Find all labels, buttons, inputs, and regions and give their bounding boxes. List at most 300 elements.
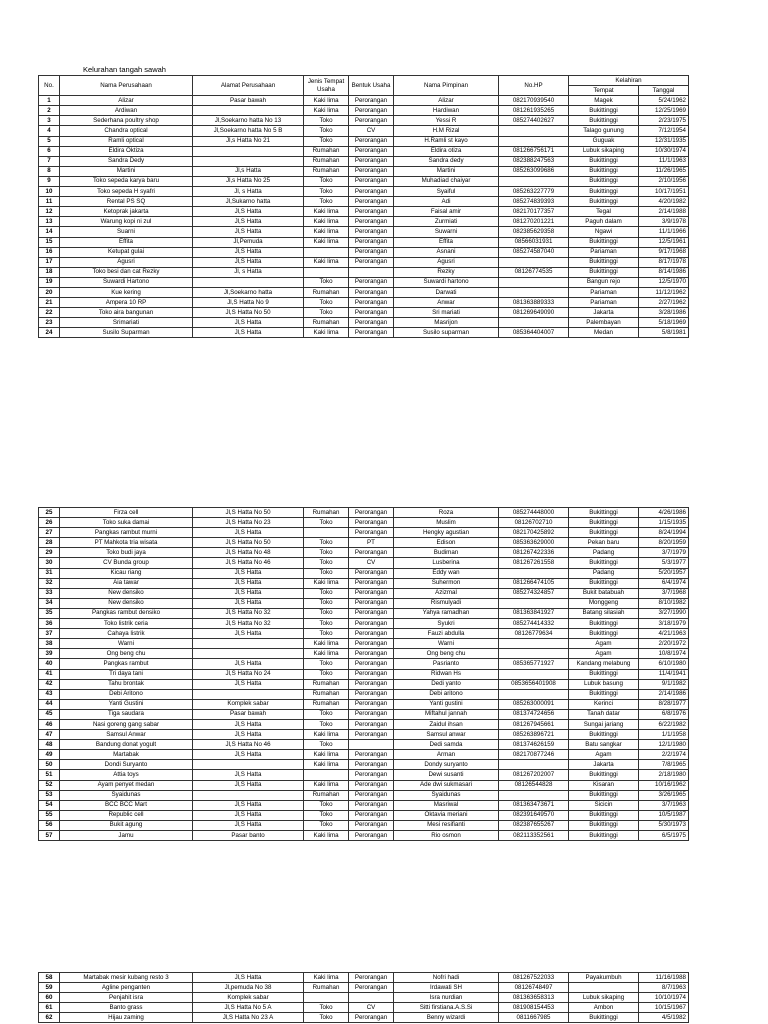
cell-nama-perusahaan: Kue kering bbox=[60, 287, 193, 297]
cell-tempat: Padang bbox=[569, 548, 639, 558]
cell-nama-perusahaan: Srimariati bbox=[60, 318, 193, 328]
cell-hp bbox=[499, 277, 569, 287]
business-table-3 bbox=[38, 972, 689, 1023]
cell-bentuk: Perorangan bbox=[349, 96, 394, 106]
cell-hp bbox=[499, 136, 569, 146]
cell-jenis: Toko bbox=[304, 709, 349, 719]
cell-pimpinan: Zurmiati bbox=[394, 217, 499, 227]
cell-tempat: Pariaman bbox=[569, 287, 639, 297]
header-alamat: Alamat Perusahaan bbox=[193, 76, 304, 96]
cell-jenis: Toko bbox=[304, 136, 349, 146]
table-row bbox=[39, 608, 689, 618]
cell-pimpinan: Rezky bbox=[394, 267, 499, 277]
cell-nama-perusahaan: Warung kopi ni zul bbox=[60, 217, 193, 227]
cell-bentuk: Perorangan bbox=[349, 770, 394, 780]
table-row bbox=[39, 831, 689, 841]
cell-pimpinan: Dewi susanti bbox=[394, 770, 499, 780]
cell-bentuk: PT bbox=[349, 538, 394, 548]
cell-pimpinan: Dedi yanto bbox=[394, 679, 499, 689]
table-row bbox=[39, 308, 689, 318]
cell-hp: 082170939540 bbox=[499, 96, 569, 106]
cell-tanggal: 3/18/1979 bbox=[639, 619, 689, 629]
table-row bbox=[39, 578, 689, 588]
cell-nama-perusahaan: Banto grass bbox=[60, 1003, 193, 1013]
cell-jenis: Kaki lima bbox=[304, 639, 349, 649]
cell-tanggal: 10/16/1962 bbox=[639, 780, 689, 790]
cell-tempat: Bukittinggi bbox=[569, 166, 639, 176]
cell-jenis: Rumahan bbox=[304, 679, 349, 689]
cell-no: 42 bbox=[39, 679, 60, 689]
cell-nama-perusahaan: Agline penganten bbox=[60, 983, 193, 993]
cell-alamat: Jl,S Hatta bbox=[193, 568, 304, 578]
table-row bbox=[39, 760, 689, 770]
cell-tanggal: 9/17/1968 bbox=[639, 247, 689, 257]
cell-pimpinan: Lusberina bbox=[394, 558, 499, 568]
table-row bbox=[39, 227, 689, 237]
cell-no: 41 bbox=[39, 669, 60, 679]
cell-bentuk bbox=[349, 267, 394, 277]
cell-hp: 085274324857 bbox=[499, 588, 569, 598]
cell-no: 35 bbox=[39, 608, 60, 618]
cell-hp: 085365771927 bbox=[499, 659, 569, 669]
cell-tanggal: 2/18/1980 bbox=[639, 770, 689, 780]
cell-no: 10 bbox=[39, 187, 60, 197]
cell-pimpinan: Suwarni bbox=[394, 227, 499, 237]
cell-hp: 081266756171 bbox=[499, 146, 569, 156]
cell-tempat: Bangun rejo bbox=[569, 277, 639, 287]
cell-pimpinan: Sri mariati bbox=[394, 308, 499, 318]
cell-nama-perusahaan: Toko sepeda karya baru bbox=[60, 176, 193, 186]
table-row bbox=[39, 328, 689, 338]
cell-nama-perusahaan: Debi Aritono bbox=[60, 689, 193, 699]
cell-bentuk: Perorangan bbox=[349, 669, 394, 679]
cell-bentuk: Perorangan bbox=[349, 298, 394, 308]
cell-jenis: Kaki lima bbox=[304, 257, 349, 267]
cell-tempat: Bukittinggi bbox=[569, 730, 639, 740]
cell-pimpinan: Alizar bbox=[394, 96, 499, 106]
cell-tanggal: 2/27/1962 bbox=[639, 298, 689, 308]
cell-nama-perusahaan: Toko suka damai bbox=[60, 518, 193, 528]
cell-pimpinan: Roza bbox=[394, 508, 499, 518]
cell-no: 9 bbox=[39, 176, 60, 186]
cell-tanggal: 1/1/1958 bbox=[639, 730, 689, 740]
cell-bentuk: Perorangan bbox=[349, 237, 394, 247]
cell-no: 25 bbox=[39, 508, 60, 518]
cell-tempat: Bukittinggi bbox=[569, 558, 639, 568]
cell-bentuk: Perorangan bbox=[349, 689, 394, 699]
cell-tempat: Kerinci bbox=[569, 699, 639, 709]
cell-nama-perusahaan: Suarni bbox=[60, 227, 193, 237]
cell-tanggal: 3/7/1968 bbox=[639, 588, 689, 598]
cell-alamat bbox=[193, 277, 304, 287]
cell-alamat: Jl,S Hatta No 23 bbox=[193, 518, 304, 528]
cell-tempat: Agam bbox=[569, 649, 639, 659]
cell-bentuk: Perorangan bbox=[349, 578, 394, 588]
cell-tanggal: 8/14/1986 bbox=[639, 267, 689, 277]
table-row bbox=[39, 116, 689, 126]
cell-tanggal: 5/8/1981 bbox=[639, 328, 689, 338]
cell-jenis: Rumahan bbox=[304, 156, 349, 166]
cell-bentuk: Perorangan bbox=[349, 730, 394, 740]
cell-nama-perusahaan: Martabak bbox=[60, 750, 193, 760]
cell-bentuk: Perorangan bbox=[349, 287, 394, 297]
cell-pimpinan: Fauzi abdulla bbox=[394, 629, 499, 639]
cell-tempat: Lubuk basung bbox=[569, 679, 639, 689]
header-tempat: Tempat bbox=[569, 86, 639, 96]
cell-alamat: Jl,S Hatta bbox=[193, 318, 304, 328]
cell-tanggal: 7/8/1965 bbox=[639, 760, 689, 770]
cell-bentuk: Perorangan bbox=[349, 146, 394, 156]
cell-alamat: Jl,Soekarno hatta No 13 bbox=[193, 116, 304, 126]
cell-pimpinan: Dedi samda bbox=[394, 740, 499, 750]
cell-nama-perusahaan: Chandra optical bbox=[60, 126, 193, 136]
table-row bbox=[39, 800, 689, 810]
cell-no: 24 bbox=[39, 328, 60, 338]
cell-tempat: Bukittinggi bbox=[569, 187, 639, 197]
cell-jenis: Toko bbox=[304, 608, 349, 618]
cell-alamat: Jl,S Hatta bbox=[193, 659, 304, 669]
cell-jenis: Toko bbox=[304, 800, 349, 810]
cell-pimpinan: Susilo suparman bbox=[394, 328, 499, 338]
cell-alamat: Jl,S Hatta bbox=[193, 800, 304, 810]
cell-pimpinan: Mesi resifianti bbox=[394, 820, 499, 830]
cell-jenis: Kaki lima bbox=[304, 217, 349, 227]
cell-bentuk: Perorangan bbox=[349, 568, 394, 578]
cell-bentuk: Perorangan bbox=[349, 207, 394, 217]
cell-alamat: Jl,S Hatta bbox=[193, 257, 304, 267]
cell-jenis: Kaki lima bbox=[304, 578, 349, 588]
cell-tempat: Medan bbox=[569, 328, 639, 338]
cell-tempat: Bukittinggi bbox=[569, 820, 639, 830]
cell-pimpinan: Budiman bbox=[394, 548, 499, 558]
cell-jenis bbox=[304, 267, 349, 277]
table-row bbox=[39, 699, 689, 709]
cell-jenis bbox=[304, 770, 349, 780]
cell-tempat: Bukittinggi bbox=[569, 508, 639, 518]
cell-bentuk: Perorangan bbox=[349, 973, 394, 983]
cell-tanggal: 3/7/1979 bbox=[639, 548, 689, 558]
cell-tanggal: 12/5/1961 bbox=[639, 237, 689, 247]
cell-jenis: Toko bbox=[304, 629, 349, 639]
cell-bentuk: Perorangan bbox=[349, 328, 394, 338]
cell-pimpinan: Muslim bbox=[394, 518, 499, 528]
header-bentuk: Bentuk Usaha bbox=[349, 76, 394, 96]
cell-nama-perusahaan: Toko budi jaya bbox=[60, 548, 193, 558]
cell-hp: 081267202007 bbox=[499, 770, 569, 780]
cell-hp: 082387655267 bbox=[499, 820, 569, 830]
table-row bbox=[39, 166, 689, 176]
table-row bbox=[39, 518, 689, 528]
cell-tanggal: 12/25/1969 bbox=[639, 106, 689, 116]
cell-jenis: Kaki lima bbox=[304, 780, 349, 790]
cell-hp: 081363841927 bbox=[499, 608, 569, 618]
cell-hp bbox=[499, 318, 569, 328]
cell-nama-perusahaan: Toko besi dan cat Rezky bbox=[60, 267, 193, 277]
table-row bbox=[39, 770, 689, 780]
cell-no: 36 bbox=[39, 619, 60, 629]
cell-nama-perusahaan: Firza cell bbox=[60, 508, 193, 518]
cell-nama-perusahaan: Ketoprak jakarta bbox=[60, 207, 193, 217]
cell-tanggal: 2/20/1972 bbox=[639, 639, 689, 649]
cell-no: 6 bbox=[39, 146, 60, 156]
cell-hp: 08126702710 bbox=[499, 518, 569, 528]
cell-bentuk: Perorangan bbox=[349, 116, 394, 126]
business-table-2 bbox=[38, 507, 689, 841]
cell-no: 53 bbox=[39, 790, 60, 800]
caption-kelurahan: Kelurahan tangah sawah bbox=[83, 65, 166, 74]
cell-no: 3 bbox=[39, 116, 60, 126]
cell-bentuk: Perorangan bbox=[349, 508, 394, 518]
cell-bentuk: Perorangan bbox=[349, 760, 394, 770]
cell-no: 57 bbox=[39, 831, 60, 841]
cell-tanggal: 4/26/1986 bbox=[639, 508, 689, 518]
table-row bbox=[39, 780, 689, 790]
cell-hp: 081261935265 bbox=[499, 106, 569, 116]
cell-bentuk: Perorangan bbox=[349, 629, 394, 639]
cell-alamat: Jl,pemuda No 38 bbox=[193, 983, 304, 993]
cell-hp: 081267945661 bbox=[499, 719, 569, 729]
cell-tempat: Sungai jariang bbox=[569, 719, 639, 729]
cell-jenis: Toko bbox=[304, 298, 349, 308]
table-row bbox=[39, 709, 689, 719]
cell-tanggal: 11/1/1966 bbox=[639, 227, 689, 237]
cell-hp: 081908154453 bbox=[499, 1003, 569, 1013]
cell-tempat: Tanah datar bbox=[569, 709, 639, 719]
cell-pimpinan: H.Ramli st kayo bbox=[394, 136, 499, 146]
cell-nama-perusahaan: Rental PS SQ bbox=[60, 197, 193, 207]
cell-pimpinan: Syaidunas bbox=[394, 790, 499, 800]
cell-alamat: Jl,Soekarno hatta No 5 B bbox=[193, 126, 304, 136]
cell-nama-perusahaan: CV Bunda group bbox=[60, 558, 193, 568]
cell-nama-perusahaan: Syaidunas bbox=[60, 790, 193, 800]
cell-nama-perusahaan: Eldira Oktiza bbox=[60, 146, 193, 156]
cell-nama-perusahaan: Hijau zaming bbox=[60, 1013, 193, 1023]
cell-tanggal: 6/4/1974 bbox=[639, 578, 689, 588]
cell-nama-perusahaan: Pangkas rambut densiko bbox=[60, 608, 193, 618]
cell-jenis: Toko bbox=[304, 810, 349, 820]
cell-no: 2 bbox=[39, 106, 60, 116]
cell-tempat: Bukittinggi bbox=[569, 257, 639, 267]
cell-bentuk bbox=[349, 993, 394, 1003]
cell-alamat: Jl,S Hatta No 23 A bbox=[193, 1013, 304, 1023]
table-row bbox=[39, 318, 689, 328]
table-row bbox=[39, 820, 689, 830]
header-kelahiran: Kelahiran bbox=[569, 76, 689, 86]
cell-nama-perusahaan: BCC BCC Mart bbox=[60, 800, 193, 810]
cell-jenis: Rumahan bbox=[304, 983, 349, 993]
cell-hp: 08126779634 bbox=[499, 629, 569, 639]
table-body-3 bbox=[39, 973, 689, 1023]
cell-alamat: Jl,Sukarno hatta bbox=[193, 197, 304, 207]
cell-jenis: Toko bbox=[304, 126, 349, 136]
cell-nama-perusahaan: Jamu bbox=[60, 831, 193, 841]
cell-nama-perusahaan: Toko aira bangunan bbox=[60, 308, 193, 318]
cell-tanggal: 8/28/1977 bbox=[639, 699, 689, 709]
cell-bentuk: Perorangan bbox=[349, 227, 394, 237]
cell-jenis bbox=[304, 528, 349, 538]
table-row bbox=[39, 973, 689, 983]
cell-jenis: Toko bbox=[304, 619, 349, 629]
table-row bbox=[39, 598, 689, 608]
cell-tempat: Ambon bbox=[569, 1003, 639, 1013]
cell-no: 21 bbox=[39, 298, 60, 308]
cell-no: 54 bbox=[39, 800, 60, 810]
cell-tempat: Bukittinggi bbox=[569, 578, 639, 588]
cell-alamat: Jl,S Hatta No 32 bbox=[193, 619, 304, 629]
header-nama-perusahaan: Nama Perusahaan bbox=[60, 76, 193, 96]
cell-bentuk: CV bbox=[349, 558, 394, 568]
cell-alamat bbox=[193, 156, 304, 166]
cell-no: 60 bbox=[39, 993, 60, 1003]
cell-jenis: Toko bbox=[304, 588, 349, 598]
cell-tanggal: 5/20/1957 bbox=[639, 568, 689, 578]
cell-jenis: Toko bbox=[304, 820, 349, 830]
cell-jenis: Rumahan bbox=[304, 699, 349, 709]
cell-no: 50 bbox=[39, 760, 60, 770]
cell-jenis: Toko bbox=[304, 548, 349, 558]
cell-jenis: Rumahan bbox=[304, 287, 349, 297]
cell-hp: 08126774535 bbox=[499, 267, 569, 277]
table-row bbox=[39, 207, 689, 217]
cell-tempat: Monggeng bbox=[569, 598, 639, 608]
cell-tanggal: 5/24/1962 bbox=[639, 96, 689, 106]
cell-tempat: Bukittinggi bbox=[569, 619, 639, 629]
cell-hp: 085274414332 bbox=[499, 619, 569, 629]
cell-no: 5 bbox=[39, 136, 60, 146]
cell-pimpinan: Zaidul ihsan bbox=[394, 719, 499, 729]
cell-tanggal: 3/28/1986 bbox=[639, 308, 689, 318]
cell-pimpinan: Benny wizardi bbox=[394, 1013, 499, 1023]
cell-tanggal: 2/10/1956 bbox=[639, 176, 689, 186]
cell-nama-perusahaan: Alizar bbox=[60, 96, 193, 106]
cell-alamat: Pasar bawah bbox=[193, 709, 304, 719]
cell-tempat: Lubuk sikaping bbox=[569, 993, 639, 1003]
cell-no: 61 bbox=[39, 1003, 60, 1013]
cell-tempat: Bukittinggi bbox=[569, 770, 639, 780]
cell-pimpinan: Syaiful bbox=[394, 187, 499, 197]
cell-alamat: Jl,S Hatta No 24 bbox=[193, 669, 304, 679]
cell-hp: 082170877246 bbox=[499, 750, 569, 760]
cell-no: 4 bbox=[39, 126, 60, 136]
cell-tanggal: 2/14/1988 bbox=[639, 207, 689, 217]
cell-hp: 082170177357 bbox=[499, 207, 569, 217]
cell-nama-perusahaan: Cahaya listrik bbox=[60, 629, 193, 639]
cell-tempat: Bukittinggi bbox=[569, 810, 639, 820]
cell-alamat: Jl,S Hatta bbox=[193, 770, 304, 780]
cell-alamat: Jl,S Hatta No 50 bbox=[193, 308, 304, 318]
cell-tempat: Guguak bbox=[569, 136, 639, 146]
table-row bbox=[39, 277, 689, 287]
cell-nama-perusahaan: Aia tawar bbox=[60, 578, 193, 588]
cell-hp: 081363658313 bbox=[499, 993, 569, 1003]
cell-nama-perusahaan: Ayam penyet medan bbox=[60, 780, 193, 790]
cell-jenis: Kaki lima bbox=[304, 750, 349, 760]
cell-tanggal: 1/15/1935 bbox=[639, 518, 689, 528]
cell-hp: 085274587040 bbox=[499, 247, 569, 257]
cell-tempat: Talago gunung bbox=[569, 126, 639, 136]
cell-no: 1 bbox=[39, 96, 60, 106]
cell-hp: 085274448000 bbox=[499, 508, 569, 518]
cell-tanggal: 10/30/1974 bbox=[639, 146, 689, 156]
cell-no: 51 bbox=[39, 770, 60, 780]
header-jenis: Jenis Tempat Usaha bbox=[304, 76, 349, 96]
cell-hp: 082113352561 bbox=[499, 831, 569, 841]
cell-tanggal: 4/21/1963 bbox=[639, 629, 689, 639]
cell-bentuk: Perorangan bbox=[349, 619, 394, 629]
cell-hp: 081269649090 bbox=[499, 308, 569, 318]
cell-hp: 08126748497 bbox=[499, 983, 569, 993]
cell-alamat: Jl,S Hatta bbox=[193, 227, 304, 237]
cell-bentuk: Perorangan bbox=[349, 318, 394, 328]
cell-alamat: Jl,S Hatta bbox=[193, 217, 304, 227]
cell-pimpinan: Effita bbox=[394, 237, 499, 247]
cell-hp bbox=[499, 568, 569, 578]
cell-tanggal: 8/17/1978 bbox=[639, 257, 689, 267]
cell-alamat: Komplek sabar bbox=[193, 993, 304, 1003]
cell-tempat: Padang bbox=[569, 568, 639, 578]
cell-jenis: Kaki lima bbox=[304, 831, 349, 841]
cell-nama-perusahaan: Attia toys bbox=[60, 770, 193, 780]
cell-jenis bbox=[304, 993, 349, 1003]
cell-nama-perusahaan: Ardiwan bbox=[60, 106, 193, 116]
cell-tempat bbox=[569, 983, 639, 993]
cell-nama-perusahaan: Ong beng chu bbox=[60, 649, 193, 659]
cell-jenis: Toko bbox=[304, 277, 349, 287]
cell-no: 8 bbox=[39, 166, 60, 176]
cell-tempat: Bukittinggi bbox=[569, 106, 639, 116]
cell-no: 43 bbox=[39, 689, 60, 699]
cell-jenis: Rumahan bbox=[304, 790, 349, 800]
cell-alamat: Jl,s Hatta No 25 bbox=[193, 176, 304, 186]
cell-hp: 081374626159 bbox=[499, 740, 569, 750]
cell-pimpinan: Eddy wan bbox=[394, 568, 499, 578]
cell-no: 58 bbox=[39, 973, 60, 983]
table-row bbox=[39, 719, 689, 729]
cell-jenis: Rumahan bbox=[304, 146, 349, 156]
cell-jenis: Kaki lima bbox=[304, 237, 349, 247]
cell-bentuk: Perorangan bbox=[349, 659, 394, 669]
cell-hp bbox=[499, 598, 569, 608]
cell-no: 37 bbox=[39, 629, 60, 639]
cell-bentuk: Perorangan bbox=[349, 800, 394, 810]
cell-pimpinan: Sandra dedy bbox=[394, 156, 499, 166]
cell-bentuk: Perorangan bbox=[349, 548, 394, 558]
table-row bbox=[39, 790, 689, 800]
cell-no: 17 bbox=[39, 257, 60, 267]
cell-alamat: Jl,S Hatta No 50 bbox=[193, 538, 304, 548]
cell-tanggal: 3/9/1978 bbox=[639, 217, 689, 227]
cell-tempat: Agam bbox=[569, 750, 639, 760]
cell-pimpinan: Ade dwi sukmasari bbox=[394, 780, 499, 790]
cell-alamat: Jl,S Hatta bbox=[193, 598, 304, 608]
table-row bbox=[39, 558, 689, 568]
cell-no: 46 bbox=[39, 719, 60, 729]
cell-tempat: Bukittinggi bbox=[569, 1013, 639, 1023]
cell-tanggal: 5/3/1977 bbox=[639, 558, 689, 568]
cell-nama-perusahaan: Ampera 10 RP bbox=[60, 298, 193, 308]
cell-jenis: Toko bbox=[304, 308, 349, 318]
cell-hp: 082385629358 bbox=[499, 227, 569, 237]
cell-hp: 085263000091 bbox=[499, 699, 569, 709]
cell-alamat: Jl,S Hatta bbox=[193, 578, 304, 588]
cell-bentuk: Perorangan bbox=[349, 983, 394, 993]
cell-alamat: Pasar bawah bbox=[193, 96, 304, 106]
cell-pimpinan: Miftahul jannah bbox=[394, 709, 499, 719]
cell-tempat: Agam bbox=[569, 639, 639, 649]
header-pimpinan: Nama Pimpinan bbox=[394, 76, 499, 96]
cell-no: 28 bbox=[39, 538, 60, 548]
cell-no: 33 bbox=[39, 588, 60, 598]
